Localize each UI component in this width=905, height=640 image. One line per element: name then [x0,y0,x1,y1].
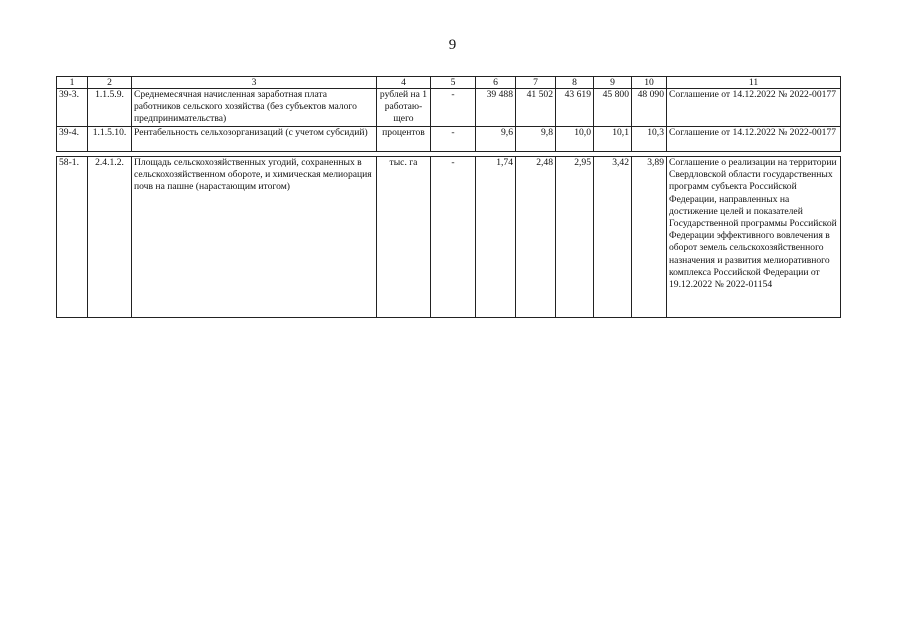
table-header-row [57,77,841,89]
indicators-table [56,76,841,318]
value-cell: 10,0 [556,127,594,152]
agreement-cell: Соглашение о реализации на территории Свердловской области государственных программ субъекта Российской Федерации, направленных на достижение целей и показателей Государственной программы Российской Федерации эффективного вовлечения в оборот земель сельскохозяйственного назначения и развития мелиоративного комплекса Российской Федерации от 19.12.2022 № 2022-01154 [667,157,841,318]
value-cell: 3,89 [632,157,667,318]
value-cell: 48 090 [632,89,667,127]
header-cell: 5 [431,77,476,89]
row-number: 39-4. [57,127,88,152]
value-cell: 10,3 [632,127,667,152]
agreement-cell: Соглашение от 14.12.2022 № 2022-00177 [667,127,841,152]
header-cell: 11 [667,77,841,89]
header-cell: 7 [516,77,556,89]
table-row [57,157,841,318]
indicator-name: Среднемесячная начисленная заработная плата работников сельского хозяйства (без субъектов малого предпринимательства) [132,89,377,127]
value-cell: - [431,157,476,318]
value-cell: 43 619 [556,89,594,127]
value-cell: 1,74 [476,157,516,318]
unit-cell: тыс. га [377,157,431,318]
header-cell: 6 [476,77,516,89]
unit-cell: рублей на 1 работаю-щего [377,89,431,127]
value-cell: 2,48 [516,157,556,318]
row-code: 1.1.5.9. [88,89,132,127]
value-cell: 9,6 [476,127,516,152]
header-cell: 8 [556,77,594,89]
header-cell: 1 [57,77,88,89]
indicator-name: Площадь сельскохозяйственных угодий, сохраненных в сельскохозяйственном обороте, и химическая мелиорация почв на пашне (нарастающим итогом) [132,157,377,318]
row-code: 1.1.5.10. [88,127,132,152]
header-cell: 9 [594,77,632,89]
table-row [57,127,841,152]
value-cell: 45 800 [594,89,632,127]
value-cell: 3,42 [594,157,632,318]
value-cell: 39 488 [476,89,516,127]
table-row [57,89,841,127]
value-cell: - [431,127,476,152]
value-cell: 41 502 [516,89,556,127]
header-cell: 10 [632,77,667,89]
agreement-cell: Соглашение от 14.12.2022 № 2022-00177 [667,89,841,127]
unit-cell: процентов [377,127,431,152]
value-cell: - [431,89,476,127]
page-number: 9 [448,37,457,53]
row-code: 2.4.1.2. [88,157,132,318]
value-cell: 10,1 [594,127,632,152]
value-cell: 2,95 [556,157,594,318]
value-cell: 9,8 [516,127,556,152]
header-cell: 2 [88,77,132,89]
header-cell: 3 [132,77,377,89]
row-number: 39-3. [57,89,88,127]
indicator-name: Рентабельность сельхозорганизаций (с учетом субсидий) [132,127,377,152]
row-number: 58-1. [57,157,88,318]
header-cell: 4 [377,77,431,89]
